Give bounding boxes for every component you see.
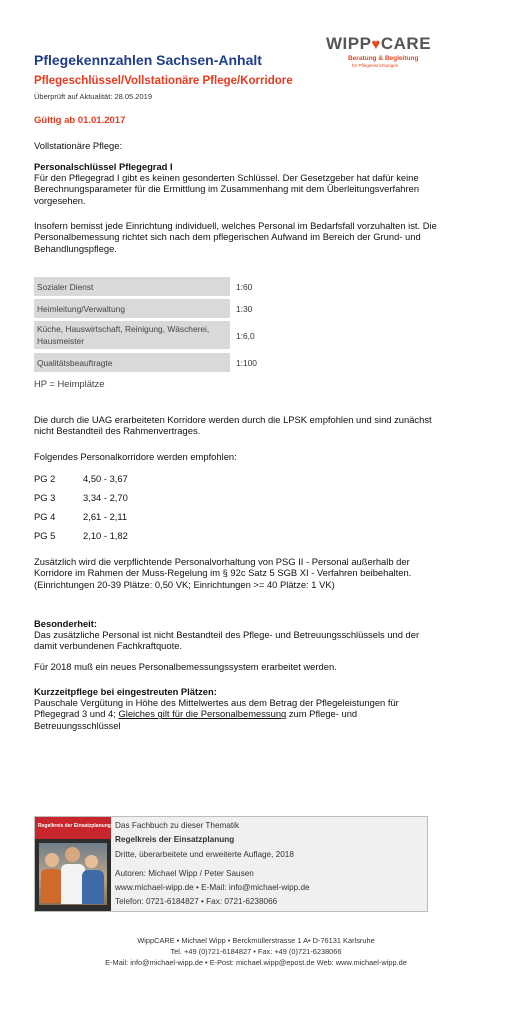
short-text-b: zum Pflege- und Betreuungsschlüssel <box>34 708 358 731</box>
special-text: Das zusätzliche Personal ist nicht Bestandteil des Pflege- und Betreuungsschlüssels und der damit verbundenen Fachkraftquote. <box>34 629 420 652</box>
person-head <box>85 855 98 868</box>
page-title: Pflegekennzahlen Sachsen-Anhalt <box>34 52 262 68</box>
special-text2: Für 2018 muß ein neues Personalbemessungssystem erarbeitet werden. <box>34 661 337 672</box>
staff-row-value: 1:60 <box>236 282 253 292</box>
promo-authors: Autoren: Michael Wipp / Peter Sausen <box>115 869 254 878</box>
page-subtitle: Pflegeschlüssel/Vollstationäre Pflege/Korridore <box>34 75 293 87</box>
corridor-range: 3,34 - 2,70 <box>83 492 128 503</box>
person-head <box>65 847 80 862</box>
corridor-grade: PG 2 <box>34 473 56 484</box>
logo-subtagline: für Pflegeeinrichtungen <box>352 63 399 68</box>
intro-text: Vollstationäre Pflege: <box>34 140 123 151</box>
psg-text: Zusätzlich wird die verpflichtende Personalvorhaltung von PSG II - Personal außerhalb der Korridore im Rahmen der Muss-Regelung im § 92c Satz 5 SGB XI - Verfahren beibehalten. (Einrichtungen 20-39 Plätze: 0,50 VK; Einrichtungen >= 40 Plätze: 1 VK) <box>34 556 412 590</box>
special-title: Besonderheit: <box>34 618 98 629</box>
uag-text: Die durch die UAG erarbeiteten Korridore werden durch die LPSK empfohlen und sind zunächst nicht Bestandteil des Rahmenvertrages. <box>34 414 432 437</box>
short-title: Kurzzeitpflege bei eingestreuten Plätzen: <box>34 686 217 697</box>
section1-text: Für den Pflegegrad I gibt es keinen gesonderten Schlüssel. Der Gesetzgeber hat dafür keine Berechnungsparameter für die Ermittlung im Zusammenhang mit dem Überleitungsverfahren vorgesehen. <box>34 172 420 206</box>
corridor-range: 4,50 - 3,67 <box>83 473 128 484</box>
staff-row-label: Sozialer Dienst <box>34 277 230 296</box>
footer-contact[interactable]: E-Mail: info@michael-wipp.de • E-Post: michael.wipp@epost.de Web: www.michael-wipp.de <box>105 958 407 967</box>
staff-row-value: 1:30 <box>236 304 253 314</box>
logo-wordmark: WIPP♥CARE <box>326 34 432 53</box>
corridor-grade: PG 3 <box>34 492 56 503</box>
footer-address: WippCARE • Michael Wipp • Berckmüllerstrasse 1 A• D-76131 Karlsruhe <box>137 936 375 945</box>
corridor-grade: PG 4 <box>34 511 56 522</box>
promo-book-title: Regelkreis der Einsatzplanung <box>115 835 235 844</box>
promo-phone: Telefon: 0721-6184827 • Fax: 0721-6238066 <box>115 897 278 906</box>
book-cover-title: Regelkreis der Einsatzplanung <box>38 823 111 829</box>
personalbemessung-link[interactable]: Gleiches gilt für die Personalbemessung <box>118 708 287 720</box>
staff-row-value: 1:6,0 <box>236 331 255 341</box>
promo-line1: Das Fachbuch zu dieser Thematik <box>115 821 240 830</box>
corridor-intro: Folgendes Personalkorridore werden empfohlen: <box>34 451 237 462</box>
person-figure <box>82 870 104 904</box>
person-figure <box>41 869 63 903</box>
corridor-grade: PG 5 <box>34 530 56 541</box>
short-text-a: Pauschale Vergütung in Höhe des Mittelwertes aus dem Betrag der Pflegeleistungen für Pflegegrad 3 und 4; <box>34 697 399 720</box>
staff-row-value: 1:100 <box>236 358 257 368</box>
staff-row-label: Küche, Hauswirtschaft, Reinigung, Wäscherei, Hausmeister <box>34 321 230 349</box>
section1-title: Personalschlüssel Pflegegrad I <box>34 161 173 172</box>
book-cover[interactable] <box>35 817 111 911</box>
staff-row-label: Heimleitung/Verwaltung <box>34 299 230 318</box>
footer-phone: Tel. +49 (0)721-6184827 • Fax: +49 (0)721-6238066 <box>170 947 342 956</box>
heart-icon: ♥ <box>371 36 381 53</box>
wippcare-logo <box>326 34 441 78</box>
hp-note: HP = Heimplätze <box>34 378 105 389</box>
valid-from: Gültig ab 01.01.2017 <box>34 115 126 126</box>
logo-tagline: Beratung & Begleitung <box>348 55 419 62</box>
corridor-range: 2,61 - 2,11 <box>83 511 128 522</box>
book-promo[interactable] <box>34 816 428 912</box>
corridor-range: 2,10 - 1,82 <box>83 530 128 541</box>
promo-edition: Dritte, überarbeitete und erweiterte Auflage, 2018 <box>115 850 294 859</box>
promo-web-mail[interactable]: www.michael-wipp.de • E-Mail: info@michael-wipp.de <box>115 883 310 892</box>
person-head <box>45 853 59 867</box>
checked-date: Überprüft auf Aktualität: 28.05.2019 <box>34 92 152 101</box>
short-text <box>34 697 444 731</box>
section1-text2: Insofern bemisst jede Einrichtung individuell, welches Personal im Bedarfsfall vorzuhalten ist. Die Personalbemessung richtet sich nach dem pflegerischen Aufwand im Bereich der Grund- und Behandlungspflege. <box>34 220 437 254</box>
staff-row-label: Qualitätsbeauftragte <box>34 353 230 372</box>
